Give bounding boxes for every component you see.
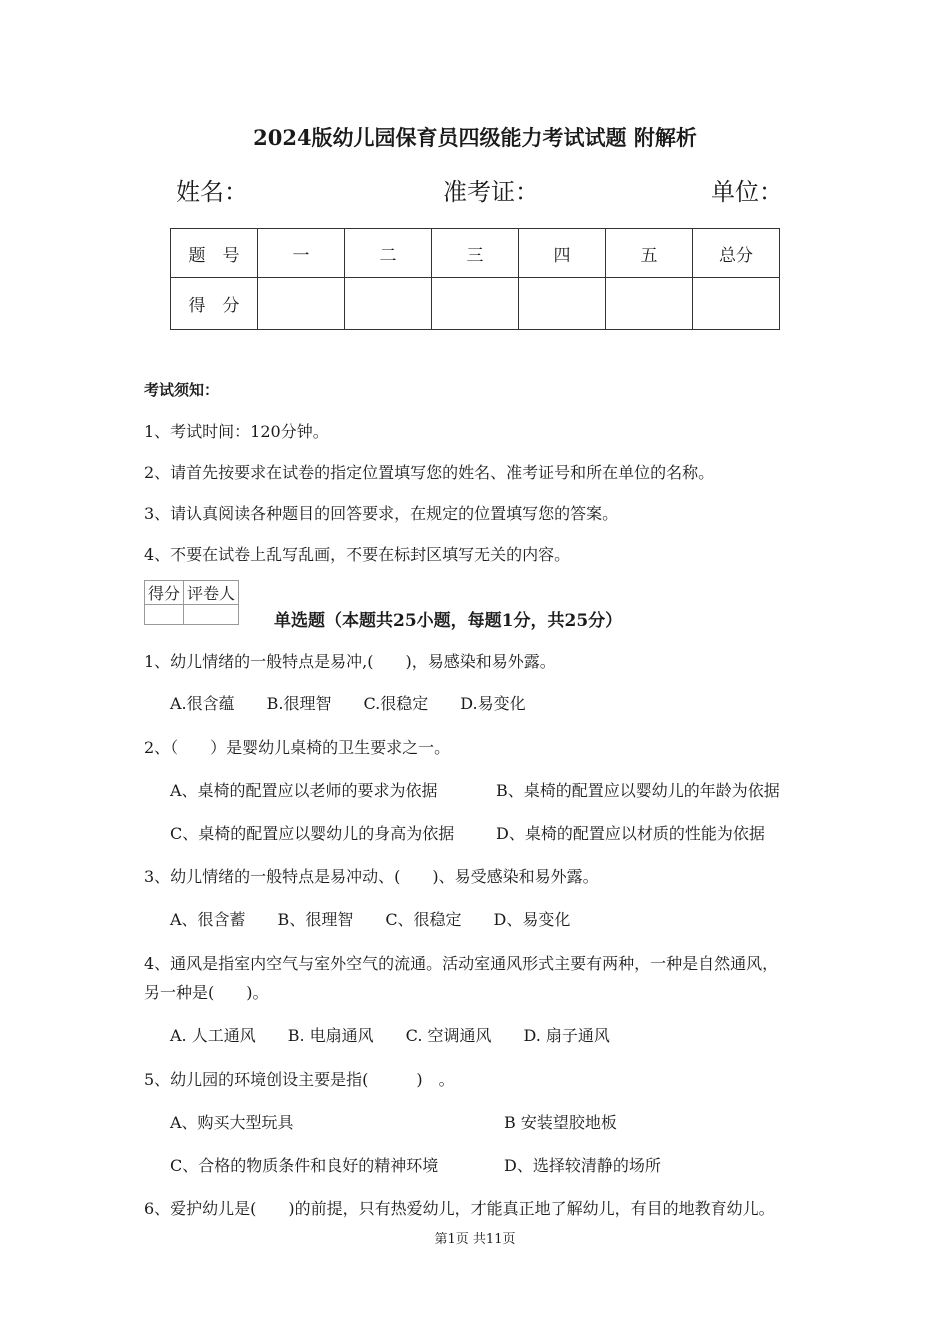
option-b: B 安装望胶地板 [504,1113,617,1132]
score-table-header-row [171,229,780,278]
section-title: 单选题（本题共25小题，每题1分，共25分） [274,611,623,631]
notice-heading: 考试须知： [144,381,220,399]
option-b: B、桌椅的配置应以婴幼儿的年龄为依据 [496,781,780,800]
grader-reviewer-cell[interactable] [184,605,239,625]
score-row-label: 得 分 [171,278,258,330]
score-input-cell[interactable] [258,278,345,330]
score-table-cell: 五 [606,229,693,278]
option-a: A、桌椅的配置应以老师的要求为依据 [170,781,438,800]
question-stem: 5、幼儿园的环境创设主要是指( ) 。 [144,1070,455,1089]
score-table-cell: 一 [258,229,345,278]
score-table-cell: 题 号 [171,229,258,278]
grader-score-label: 得分 [145,581,184,605]
score-input-cell[interactable] [345,278,432,330]
notice-item: 3、请认真阅读各种题目的回答要求，在规定的位置填写您的答案。 [144,504,619,523]
option-c: C、合格的物质条件和良好的精神环境 [170,1156,439,1175]
option-d: D、选择较清静的场所 [504,1156,661,1175]
exam-number-label: 准考证： [443,178,539,206]
question-stem: 4、通风是指室内空气与室外空气的流通。活动室通风形式主要有两种，一种是自然通风， [144,954,779,973]
score-table-cell: 二 [345,229,432,278]
score-table-cell: 四 [519,229,606,278]
question-options: A.很含蕴 B.很理智 C.很稳定 D.易变化 [170,694,526,713]
exam-title: 2024版幼儿园保育员四级能力考试试题 附解析 [253,125,697,150]
notice-item: 4、不要在试卷上乱写乱画，不要在标封区填写无关的内容。 [144,545,571,564]
option-c: C、桌椅的配置应以婴幼儿的身高为依据 [170,824,455,843]
grader-box [144,580,239,625]
question-options: A、很含蓄 B、很理智 C、很稳定 D、易变化 [170,910,571,929]
question-stem: 3、幼儿情绪的一般特点是易冲动、( )、易受感染和易外露。 [144,867,599,886]
question-stem-continued: 另一种是( )。 [144,983,269,1002]
notice-item: 2、请首先按要求在试卷的指定位置填写您的姓名、准考证号和所在单位的名称。 [144,463,715,482]
score-table-score-row [171,278,780,330]
question-stem: 6、爱护幼儿是( )的前提，只有热爱幼儿，才能真正地了解幼儿，有目的地教育幼儿。 [144,1199,775,1218]
score-table-cell: 总分 [693,229,780,278]
grader-reviewer-label: 评卷人 [184,581,239,605]
score-table [170,228,780,330]
question-options: A. 人工通风 B. 电扇通风 C. 空调通风 D. 扇子通风 [170,1026,610,1045]
question-stem: 1、幼儿情绪的一般特点是易冲,( )，易感染和易外露。 [144,652,556,671]
grader-score-cell[interactable] [145,605,184,625]
notice-item: 1、考试时间：120分钟。 [144,422,329,441]
score-input-cell[interactable] [606,278,693,330]
page-number: 第1页 共11页 [434,1232,516,1247]
score-table-cell: 三 [432,229,519,278]
score-input-cell[interactable] [432,278,519,330]
name-field-label: 姓名： [176,178,248,206]
unit-label: 单位： [711,178,783,206]
score-input-cell[interactable] [693,278,780,330]
question-stem: 2、（ ）是婴幼儿桌椅的卫生要求之一。 [144,738,451,757]
option-d: D、桌椅的配置应以材质的性能为依据 [496,824,765,843]
score-input-cell[interactable] [519,278,606,330]
option-a: A、购买大型玩具 [170,1113,294,1132]
